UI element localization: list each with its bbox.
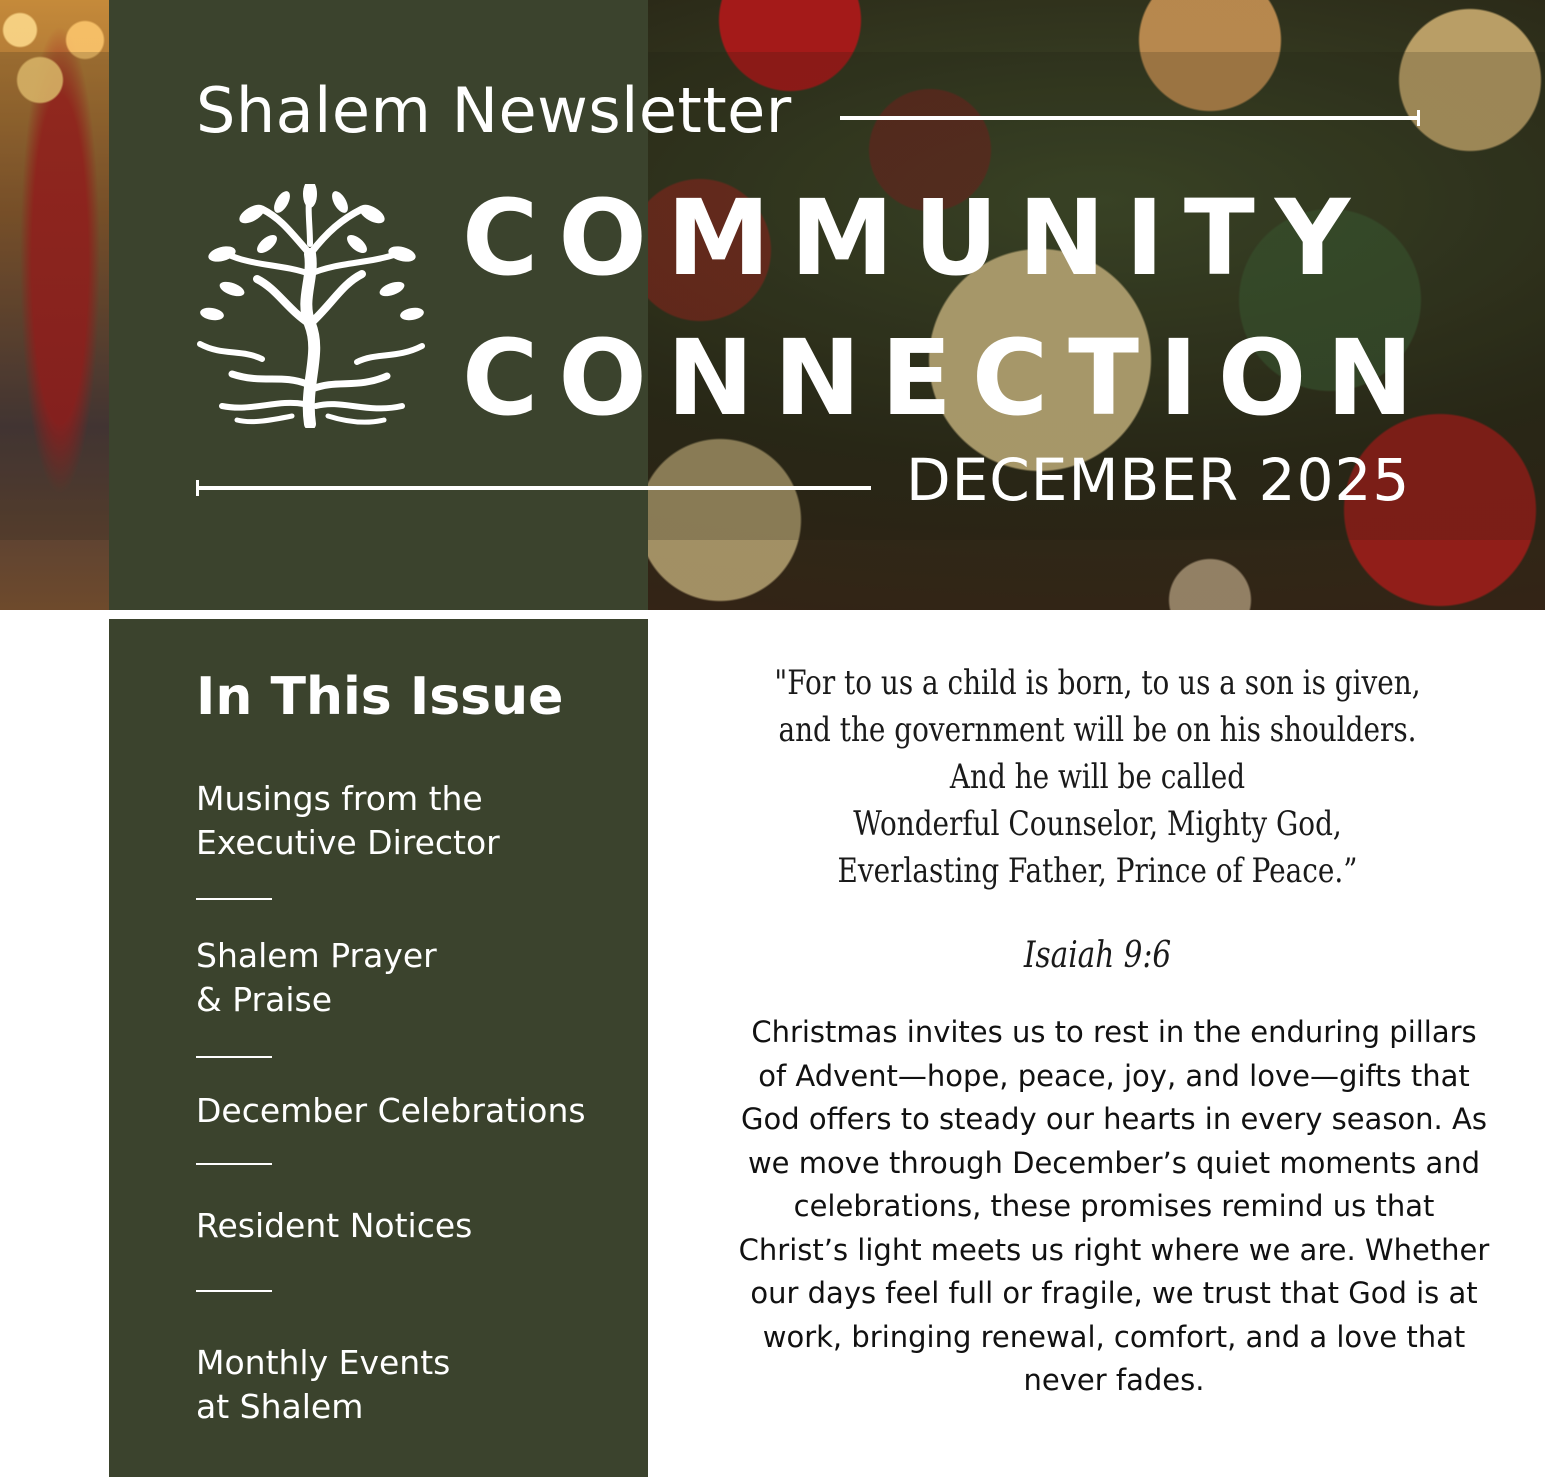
issue-date: DECEMBER 2025: [906, 446, 1411, 514]
toc-heading: In This Issue: [196, 667, 564, 727]
quote-line: Everlasting Father, Prince of Peace.”: [837, 851, 1358, 891]
headline-line-2: CONNECTION: [462, 317, 1434, 439]
toc-divider: [196, 1163, 272, 1165]
scripture-quote: [755, 660, 1440, 895]
toc-divider: [196, 1056, 272, 1058]
toc-item-celebrations[interactable]: December Celebrations: [196, 1091, 586, 1130]
toc-item-monthly-events[interactable]: Monthly Events at Shalem: [196, 1343, 451, 1426]
scripture-citation: Isaiah 9:6: [1023, 935, 1172, 976]
quote-line: and the government will be on his shoulders.: [778, 710, 1417, 750]
tree-of-life-icon: [192, 184, 430, 428]
toc-item-resident-notices[interactable]: Resident Notices: [196, 1206, 473, 1245]
newsletter-title: Shalem Newsletter: [196, 74, 792, 147]
intro-paragraph: Christmas invites us to rest in the enduring pillars of Advent—hope, peace, joy, and love—gifts that God offers to steady our hearts in every season. As we move through December’s quiet moments and celebrations, these promises remind us that Christ’s light meets us right where we are. Whether our days feel full or fragile, we trust that God is at work, bringing renewal, comfort, and a love that never fades.: [738, 1015, 1490, 1397]
quote-line: And he will be called: [949, 757, 1246, 797]
quote-line: "For to us a child is born, to us a son is given,: [774, 663, 1421, 703]
hero-banner: [0, 0, 1545, 610]
toc-divider: [196, 898, 272, 900]
toc-item-prayer-praise[interactable]: Shalem Prayer & Praise: [196, 936, 437, 1019]
divider-rule-bottom: [196, 486, 871, 490]
headline-line-1: COMMUNITY: [462, 177, 1371, 299]
toc-divider: [196, 1290, 272, 1292]
divider-rule-top: [840, 116, 1420, 120]
table-of-contents: [109, 619, 648, 1477]
toc-item-musings[interactable]: Musings from the Executive Director: [196, 779, 500, 862]
quote-line: Wonderful Counselor, Mighty God,: [853, 804, 1342, 844]
